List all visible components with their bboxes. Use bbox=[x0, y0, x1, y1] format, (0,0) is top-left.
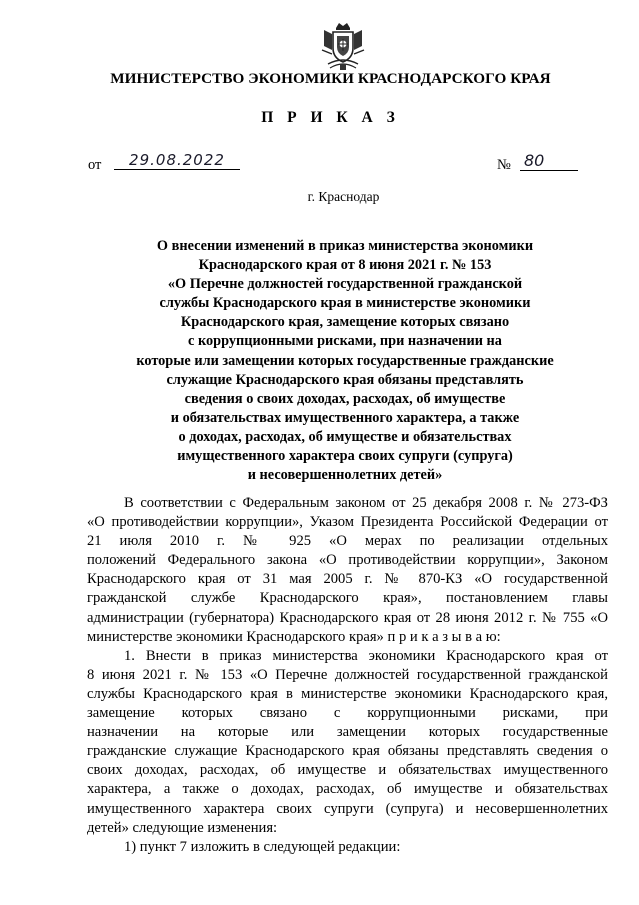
body-line: детей» следующие изменения: bbox=[87, 819, 278, 836]
subject-line: служащие Краснодарского края обязаны представлять bbox=[166, 371, 524, 388]
body-line: имущественного характера своих супруги (супруга) и несовершеннолетних bbox=[87, 800, 608, 817]
body-line: гражданской службе Краснодарского края», постановлением главы bbox=[87, 590, 608, 607]
date-prefix: от bbox=[88, 157, 102, 173]
order-body bbox=[87, 494, 608, 857]
subject-line: службы Краснодарского края в министерстве экономики bbox=[159, 295, 531, 312]
body-line: 1. Внести в приказ министерства экономики Краснодарского края от bbox=[124, 647, 608, 664]
subject-line: Краснодарского края от 8 июня 2021 г. № 153 bbox=[198, 257, 492, 274]
body-line: характера, а также о доходах, расходах, об имуществе и обязательствах bbox=[87, 781, 608, 798]
body-line: администрации (губернатора) Краснодарского края от 28 июня 2012 г. № 755 «О bbox=[87, 609, 608, 626]
body-line: положений Федерального закона «О противодействии коррупции», Законом bbox=[87, 552, 608, 569]
order-date: 29.08.2022 bbox=[114, 151, 240, 170]
subject-line: сведения о своих доходах, расходах, об имуществе bbox=[184, 390, 506, 407]
body-line: Краснодарского края от 31 мая 2005 г. № 870-КЗ «О государственной bbox=[87, 571, 608, 588]
body-line: службы Краснодарского края в министерстве экономики Краснодарского края, bbox=[87, 685, 608, 702]
coat-of-arms-icon bbox=[320, 20, 366, 72]
date-number-row bbox=[88, 153, 588, 177]
item-1-paragraph bbox=[87, 647, 608, 838]
body-line: 21 июля 2010 г. № 925 «О мерах по реализации отдельных bbox=[87, 533, 608, 550]
body-line: замещение которых связано с коррупционными рисками, при bbox=[87, 705, 608, 722]
body-line: 8 июня 2021 г. № 153 «О Перечне должностей государственной гражданской bbox=[87, 666, 608, 683]
subject-line: которые или замещении которых государственные гражданские bbox=[136, 352, 554, 369]
subject-line: о доходах, расходах, об имуществе и обязательствах bbox=[178, 428, 512, 445]
body-line: В соответствии с Федеральным законом от 25 декабря 2008 г. № 273-ФЗ bbox=[124, 495, 608, 511]
subject-line: «О Перечне должностей государственной гражданской bbox=[167, 276, 523, 293]
subject-line: и несовершеннолетних детей» bbox=[247, 467, 443, 484]
body-line: «О противодействии коррупции», Указом Президента Российской Федерации от bbox=[87, 514, 608, 531]
body-line: министерстве экономики Краснодарского края» п р и к а з ы в а ю: bbox=[87, 628, 501, 645]
number-sign: № bbox=[497, 157, 511, 173]
body-line: своих доходах, расходах, об имуществе и обязательствах имущественного bbox=[87, 762, 608, 779]
body-line: назначении на которые или замещении которых государственные bbox=[87, 724, 608, 741]
order-subject bbox=[100, 237, 590, 485]
subject-line: и обязательствах имущественного характера, а также bbox=[170, 409, 520, 426]
preamble-paragraph bbox=[87, 494, 608, 647]
city-line: г. Краснодар bbox=[307, 189, 380, 204]
body-line: гражданские служащие Краснодарского края обязаны представлять сведения о bbox=[87, 743, 608, 760]
subitem-1-paragraph bbox=[87, 838, 608, 857]
ministry-heading: МИНИСТЕРСТВО ЭКОНОМИКИ КРАСНОДАРСКОГО КРАЯ bbox=[110, 70, 551, 87]
subject-line: имущественного характера своих супруги (супруга) bbox=[177, 448, 513, 465]
order-number: 80 bbox=[520, 151, 578, 171]
subject-line: с коррупционными рисками, при назначении на bbox=[188, 333, 502, 350]
subject-line: Краснодарского края, замещение которых связано bbox=[180, 314, 510, 331]
body-line: 1) пункт 7 изложить в следующей редакции: bbox=[124, 838, 401, 855]
subject-line: О внесении изменений в приказ министерства экономики bbox=[156, 238, 534, 254]
order-title: П Р И К А З bbox=[261, 109, 400, 126]
